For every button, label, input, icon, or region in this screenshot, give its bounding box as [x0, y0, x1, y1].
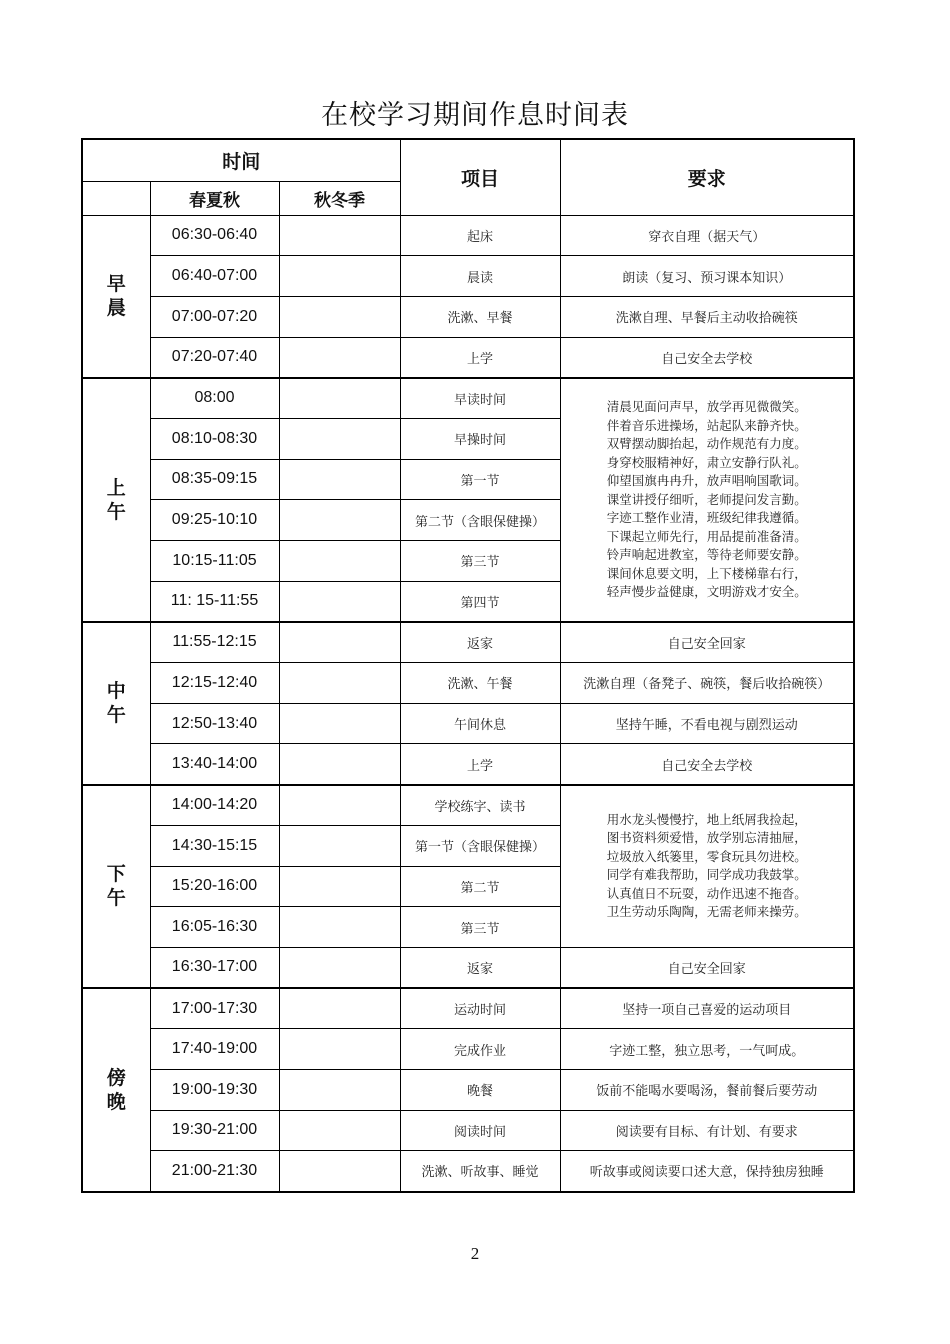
period-char: 下 [106, 863, 126, 886]
requirement-cell: 穿衣自理（据天气） [560, 215, 854, 256]
item-cell: 洗漱、早餐 [400, 296, 560, 337]
item-cell: 第一节 [400, 459, 560, 500]
period-morning [82, 215, 150, 378]
table-row [82, 1110, 854, 1151]
poem-line: 仰望国旗冉冉升，放声唱响国歌词。 [606, 473, 807, 489]
item-cell: 午间休息 [400, 703, 560, 744]
time-cell: 14:00-14:20 [150, 785, 279, 826]
time-cell: 21:00-21:30 [150, 1151, 279, 1192]
table-row [82, 296, 854, 337]
winter-time-cell [279, 907, 400, 948]
time-cell: 10:15-11:05 [150, 541, 279, 582]
requirement-cell: 饭前不能喝水要喝汤，餐前餐后要劳动 [560, 1069, 854, 1110]
winter-time-cell [279, 744, 400, 785]
winter-time-cell [279, 581, 400, 622]
time-cell: 16:05-16:30 [150, 907, 279, 948]
item-cell: 第三节 [400, 907, 560, 948]
period-afternoon [82, 785, 150, 988]
item-cell: 第二节 [400, 866, 560, 907]
time-cell: 09:25-10:10 [150, 500, 279, 541]
period-char: 午 [106, 704, 126, 727]
time-cell: 14:30-15:15 [150, 825, 279, 866]
item-cell: 晚餐 [400, 1069, 560, 1110]
period-char: 晨 [106, 297, 126, 320]
requirement-cell: 自己安全去学校 [560, 744, 854, 785]
header-blank [82, 181, 150, 215]
table-row [82, 622, 854, 663]
table-row [82, 1151, 854, 1192]
time-cell: 17:00-17:30 [150, 988, 279, 1029]
table-row [82, 988, 854, 1029]
poem-line: 身穿校服精神好，肃立安静行队礼。 [606, 454, 807, 470]
poem-line: 轻声慢步益健康，文明游戏才安全。 [606, 584, 807, 600]
poem-line: 双臂摆动脚抬起，动作规范有力度。 [606, 436, 807, 452]
winter-time-cell [279, 337, 400, 378]
poem-line: 垃圾放入纸篓里，零食玩具勿进校。 [606, 848, 807, 864]
item-cell: 洗漱、听故事、睡觉 [400, 1151, 560, 1192]
item-cell: 第三节 [400, 541, 560, 582]
poem-line: 图书资料须爱惜，放学别忘清抽屉， [606, 830, 807, 846]
header-autumn-winter: 秋冬季 [279, 181, 400, 215]
poem-line: 用水龙头慢慢拧，地上纸屑我捡起， [606, 811, 807, 827]
requirement-cell: 字迹工整，独立思考，一气呵成。 [560, 1029, 854, 1070]
requirement-cell: 阅读要有目标、有计划、有要求 [560, 1110, 854, 1151]
time-cell: 06:40-07:00 [150, 256, 279, 297]
time-cell: 11:55-12:15 [150, 622, 279, 663]
item-cell: 第四节 [400, 581, 560, 622]
item-cell: 完成作业 [400, 1029, 560, 1070]
winter-time-cell [279, 215, 400, 256]
winter-time-cell [279, 1110, 400, 1151]
time-cell: 08:00 [150, 378, 279, 419]
period-evening [82, 988, 150, 1191]
time-cell: 19:00-19:30 [150, 1069, 279, 1110]
requirement-cell: 听故事或阅读要口述大意，保持独房独睡 [560, 1151, 854, 1192]
header-time: 时间 [82, 139, 400, 181]
table-row [82, 703, 854, 744]
winter-time-cell [279, 663, 400, 704]
time-cell: 08:35-09:15 [150, 459, 279, 500]
time-cell: 11: 15-11:55 [150, 581, 279, 622]
winter-time-cell [279, 459, 400, 500]
period-forenoon [82, 378, 150, 622]
winter-time-cell [279, 1069, 400, 1110]
period-char: 傍 [106, 1066, 126, 1089]
poem-line: 同学有难我帮助，同学成功我鼓掌。 [606, 867, 807, 883]
time-cell: 12:50-13:40 [150, 703, 279, 744]
requirement-cell: 洗漱自理（备凳子、碗筷，餐后收拾碗筷） [560, 663, 854, 704]
item-cell: 第一节（含眼保健操） [400, 825, 560, 866]
item-cell: 上学 [400, 744, 560, 785]
table-row [82, 785, 854, 826]
time-cell: 13:40-14:00 [150, 744, 279, 785]
requirement-poem [560, 785, 854, 948]
table-row [82, 744, 854, 785]
period-char: 午 [106, 887, 126, 910]
header-spring: 春夏秋 [150, 181, 279, 215]
page-title: 在校学习期间作息时间表 [321, 100, 629, 131]
table-row [82, 663, 854, 704]
item-cell: 洗漱、午餐 [400, 663, 560, 704]
winter-time-cell [279, 622, 400, 663]
winter-time-cell [279, 866, 400, 907]
item-cell: 起床 [400, 215, 560, 256]
item-cell: 早操时间 [400, 418, 560, 459]
winter-time-cell [279, 418, 400, 459]
winter-time-cell [279, 1029, 400, 1070]
time-cell: 06:30-06:40 [150, 215, 279, 256]
table-row [82, 378, 854, 419]
page-number: 2 [470, 1244, 480, 1263]
item-cell: 晨读 [400, 256, 560, 297]
table-row [82, 947, 854, 988]
requirement-cell: 朗读（复习、预习课本知识） [560, 256, 854, 297]
poem-line: 卫生劳动乐陶陶，无需老师来操劳。 [606, 904, 807, 920]
requirement-cell: 坚持午睡，不看电视与剧烈运动 [560, 703, 854, 744]
item-cell: 返家 [400, 947, 560, 988]
winter-time-cell [279, 988, 400, 1029]
table-row [82, 215, 854, 256]
item-cell: 第二节（含眼保健操） [400, 500, 560, 541]
header-item: 项目 [400, 139, 560, 215]
period-char: 晚 [106, 1090, 126, 1113]
period-char: 上 [106, 476, 126, 499]
winter-time-cell [279, 1151, 400, 1192]
winter-time-cell [279, 825, 400, 866]
poem-line: 清晨见面问声早，放学再见微微笑。 [606, 399, 807, 415]
winter-time-cell [279, 296, 400, 337]
table-row [82, 256, 854, 297]
period-noon [82, 622, 150, 785]
requirement-cell: 洗漱自理、早餐后主动收拾碗筷 [560, 296, 854, 337]
period-char: 中 [106, 680, 126, 703]
winter-time-cell [279, 256, 400, 297]
requirement-cell: 自己安全回家 [560, 947, 854, 988]
item-cell: 返家 [400, 622, 560, 663]
poem-line: 课堂讲授仔细听，老师提问发言勤。 [606, 491, 807, 507]
schedule-table [81, 138, 855, 1193]
poem-line: 铃声响起进教室，等待老师要安静。 [606, 547, 807, 563]
poem-line: 字迹工整作业清，班级纪律我遵循。 [606, 510, 807, 526]
period-char: 午 [106, 500, 126, 523]
winter-time-cell [279, 703, 400, 744]
requirement-cell: 坚持一项自己喜爱的运动项目 [560, 988, 854, 1029]
item-cell: 上学 [400, 337, 560, 378]
winter-time-cell [279, 541, 400, 582]
poem-line: 伴着音乐进操场，站起队来静齐快。 [606, 417, 807, 433]
poem-line: 下课起立师先行，用品提前准备清。 [606, 528, 807, 544]
time-cell: 16:30-17:00 [150, 947, 279, 988]
time-cell: 19:30-21:00 [150, 1110, 279, 1151]
time-cell: 12:15-12:40 [150, 663, 279, 704]
requirement-cell: 自己安全回家 [560, 622, 854, 663]
time-cell: 08:10-08:30 [150, 418, 279, 459]
item-cell: 阅读时间 [400, 1110, 560, 1151]
table-row [82, 1029, 854, 1070]
time-cell: 07:20-07:40 [150, 337, 279, 378]
winter-time-cell [279, 947, 400, 988]
item-cell: 学校练字、读书 [400, 785, 560, 826]
time-cell: 15:20-16:00 [150, 866, 279, 907]
winter-time-cell [279, 378, 400, 419]
period-char: 早 [106, 273, 126, 296]
time-cell: 07:00-07:20 [150, 296, 279, 337]
winter-time-cell [279, 785, 400, 826]
poem-line: 课间休息要文明，上下楼梯靠右行， [606, 565, 807, 581]
table-row [82, 1069, 854, 1110]
item-cell: 早读时间 [400, 378, 560, 419]
table-row [82, 337, 854, 378]
header-requirement: 要求 [560, 139, 854, 215]
item-cell: 运动时间 [400, 988, 560, 1029]
requirement-cell: 自己安全去学校 [560, 337, 854, 378]
time-cell: 17:40-19:00 [150, 1029, 279, 1070]
winter-time-cell [279, 500, 400, 541]
poem-line: 认真值日不玩耍，动作迅速不拖沓。 [606, 885, 807, 901]
requirement-poem [560, 378, 854, 622]
